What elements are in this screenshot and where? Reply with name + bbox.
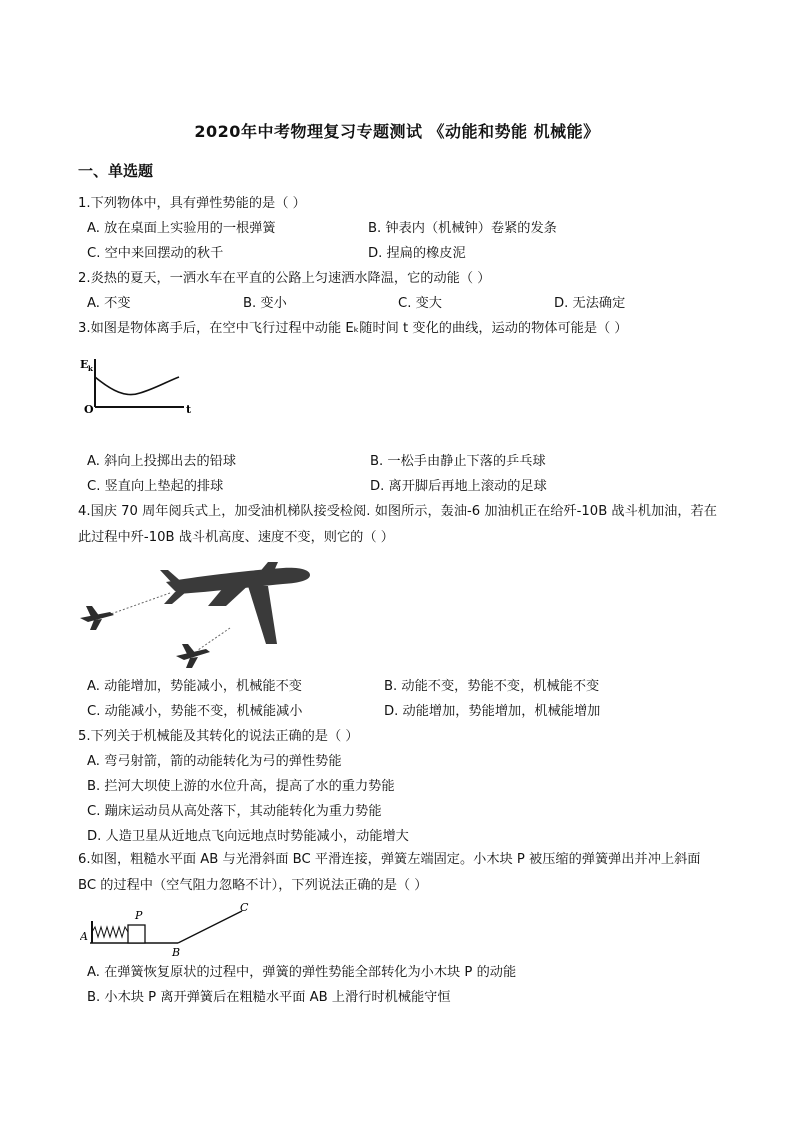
question-1-option-c: C. 空中来回摆动的秋千 — [87, 246, 224, 261]
slope-bc — [178, 911, 242, 943]
graph-y-label: E — [80, 358, 89, 371]
question-5-option-b: B. 拦河大坝使上游的水位升高，提高了水的重力势能 — [87, 779, 395, 794]
aerial-refueling-image — [78, 562, 318, 672]
question-5-option-c: C. 蹦床运动员从高处落下，其动能转化为重力势能 — [87, 804, 382, 819]
label-b: B — [172, 946, 181, 959]
question-4-option-c: C. 动能减小，势能不变，机械能减小 — [87, 704, 303, 719]
kinetic-energy-time-graph — [78, 355, 198, 420]
spring-slope-diagram — [80, 903, 260, 959]
question-5-stem: 5.下列关于机械能及其转化的说法正确的是（ ） — [78, 729, 359, 744]
fighter-jet-right-icon — [176, 644, 210, 668]
question-4-option-a: A. 动能增加，势能减小，机械能不变 — [87, 679, 302, 694]
page-title: 2020年中考物理复习专题测试 《动能和势能 机械能》 — [194, 122, 600, 141]
graph-y-subscript: k — [88, 364, 93, 373]
energy-curve — [95, 377, 179, 395]
question-3-option-d: D. 离开脚后再地上滚动的足球 — [370, 479, 547, 494]
label-a: A — [80, 930, 88, 943]
question-1-option-b: B. 钟表内（机械钟）卷紧的发条 — [368, 221, 557, 236]
question-1-option-d: D. 捏扁的橡皮泥 — [368, 246, 466, 261]
question-3-stem: 3.如图是物体离手后，在空中飞行过程中动能 Eₖ随时间 t 变化的曲线，运动的物体可能是（ ） — [78, 321, 628, 336]
question-3-option-c: C. 竖直向上垫起的排球 — [87, 479, 224, 494]
refueling-hose-right — [198, 628, 230, 650]
question-5-option-a: A. 弯弓射箭，箭的动能转化为弓的弹性势能 — [87, 754, 342, 769]
question-2-option-a: A. 不变 — [87, 296, 131, 311]
question-4-stem: 4.国庆 70 周年阅兵式上，加受油机梯队接受检阅. 如图所示，轰油-6 加油机正在给歼-10B 战斗机加油，若在此过程中歼-10B 战斗机高度、速度不变，则它的（ ） — [78, 504, 717, 545]
graph-x-label: t — [186, 403, 192, 416]
question-5-option-d: D. 人造卫星从近地点飞向远地点时势能减小，动能增大 — [87, 829, 409, 844]
question-1-stem: 1.下列物体中，具有弹性势能的是（ ） — [78, 196, 306, 211]
question-2-stem: 2.炎热的夏天，一洒水车在平直的公路上匀速洒水降温，它的动能（ ） — [78, 271, 491, 286]
compressed-spring — [92, 927, 128, 937]
question-6-stem: 6.如图，粗糙水平面 AB 与光滑斜面 BC 平滑连接，弹簧左端固定。小木块 P 被压缩的弹簧弹出并冲上斜面 BC 的过程中（空气阻力忽略不计），下列说法正确的是（ ） — [78, 852, 701, 893]
question-1-option-a: A. 放在桌面上实验用的一根弹簧 — [87, 221, 276, 236]
question-3-option-a: A. 斜向上投掷出去的铅球 — [87, 454, 237, 469]
question-4-option-d: D. 动能增加，势能增加，机械能增加 — [384, 704, 601, 719]
question-6-option-a: A. 在弹簧恢复原状的过程中，弹簧的弹性势能全部转化为小木块 P 的动能 — [87, 965, 517, 980]
graph-origin-label: O — [84, 403, 94, 416]
question-2-option-b: B. 变小 — [243, 296, 287, 311]
question-3-option-b: B. 一松手由静止下落的乒乓球 — [370, 454, 546, 469]
wooden-block-p — [128, 925, 145, 943]
question-4-option-b: B. 动能不变，势能不变，机械能不变 — [384, 679, 600, 694]
fighter-jet-left-icon — [80, 606, 114, 630]
section-heading: 一、单选题 — [78, 162, 154, 180]
question-2-option-d: D. 无法确定 — [554, 296, 626, 311]
tanker-aircraft-icon — [160, 562, 310, 644]
refueling-hose-left — [108, 593, 170, 615]
label-c: C — [240, 903, 249, 914]
label-p: P — [135, 909, 143, 922]
question-2-option-c: C. 变大 — [398, 296, 442, 311]
question-6-option-b: B. 小木块 P 离开弹簧后在粗糙水平面 AB 上滑行时机械能守恒 — [87, 990, 451, 1005]
